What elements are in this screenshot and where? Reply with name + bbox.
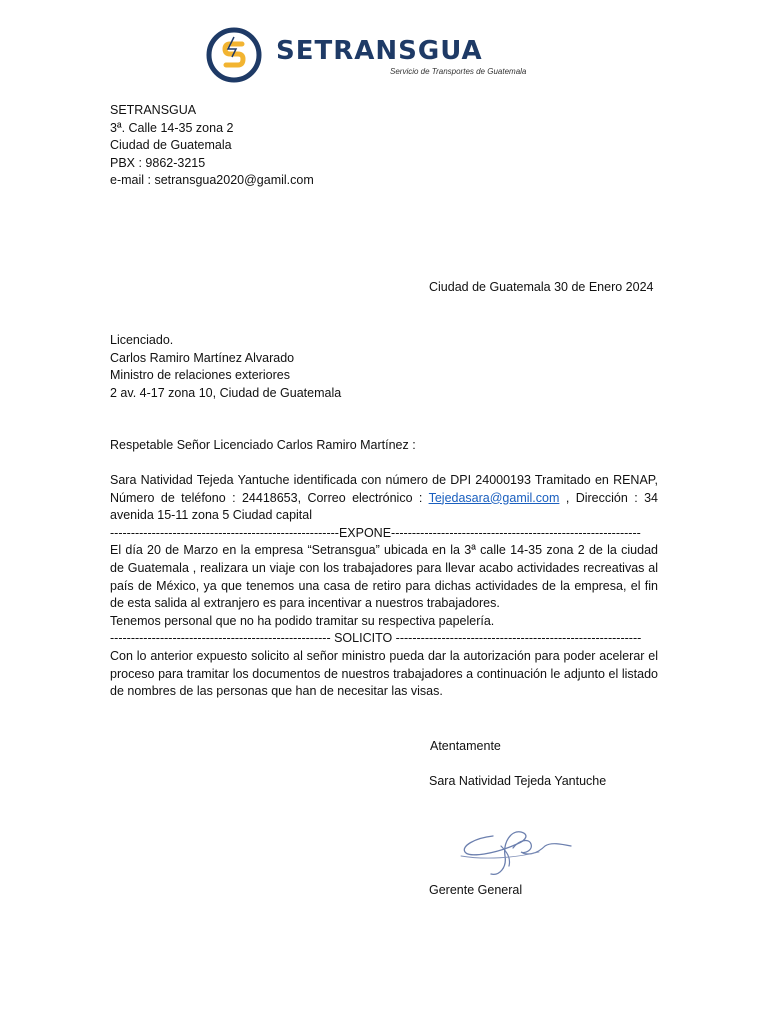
email-link[interactable]: Tejedasara@gamil.com [428, 490, 560, 505]
recipient-block [110, 332, 341, 402]
intro-text: Sara Natividad Tejeda Yantuche identificada con número de DPI 24000193 Tramitado en RENAP, Número de teléfono : 24418653, Correo electrónico : [110, 473, 658, 505]
company-logo [206, 27, 546, 83]
expone-paragraph: El día 20 de Marzo en la empresa “Setransgua” ubicada en la 3ª calle 14-35 zona 2 de la ciudad de Guatemala , realizara un viaje con los trabajadores para llevar acabo actividades recreativas al país de México, ya que tenemos una casa de retiro para dichas actividades de la empresa, el fin de esta salida al extranjero es para incentivar a nuestros trabajadores. [110, 543, 658, 611]
recipient-name: Carlos Ramiro Martínez Alvarado [110, 350, 295, 365]
signer-name: Sara Natividad Tejeda Yantuche [429, 774, 607, 788]
sender-name: SETRANSGUA [110, 103, 197, 117]
sender-email: e-mail : setransgua2020@gamil.com [110, 173, 314, 188]
sender-phone: PBX : 9862-3215 [110, 155, 206, 170]
recipient-address: 2 av. 4-17 zona 10, Ciudad de Guatemala [110, 385, 342, 400]
intro-paragraph [110, 472, 658, 525]
sender-block [110, 102, 314, 190]
closing: Atentamente [430, 739, 501, 753]
solicito-paragraph: Con lo anterior expuesto solicito al señor ministro pueda dar la autorización para poder acelerar el proceso para tramitar los documentos de nuestros trabajadores a continuación le adjunto el listado de nombres de las personas que han de necesitar las visas. [110, 648, 658, 699]
solicito-divider: ----------------------------------------------------- SOLICITO ----------------------------------------------------------- [110, 631, 642, 646]
sender-city: Ciudad de Guatemala [110, 138, 232, 153]
handwritten-signature [455, 822, 575, 880]
letter-body [110, 472, 658, 701]
greeting: Respetable Señor Licenciado Carlos Ramiro Martínez : [110, 438, 416, 452]
recipient-title: Licenciado. [110, 333, 174, 347]
logo-wordmark: SETRANSGUA [276, 36, 483, 66]
expone-divider: -------------------------------------------------------EXPONE------------------------------------------------------------ [110, 525, 641, 540]
recipient-position: Ministro de relaciones exteriores [110, 368, 290, 383]
signer-title: Gerente General [429, 883, 523, 897]
setransgua-logo-icon [206, 27, 262, 83]
logo-tagline: Servicio de Transportes de Guatemala [390, 67, 527, 76]
sender-address: 3ª. Calle 14-35 zona 2 [110, 120, 234, 135]
paperwork-note: Tenemos personal que no ha podido tramitar su respectiva papelería. [110, 613, 495, 628]
intro-text-end: , Dirección : 34 avenida 15-11 zona 5 Ciudad capital [110, 490, 658, 523]
letter-date: Ciudad de Guatemala 30 de Enero 2024 [429, 280, 654, 294]
